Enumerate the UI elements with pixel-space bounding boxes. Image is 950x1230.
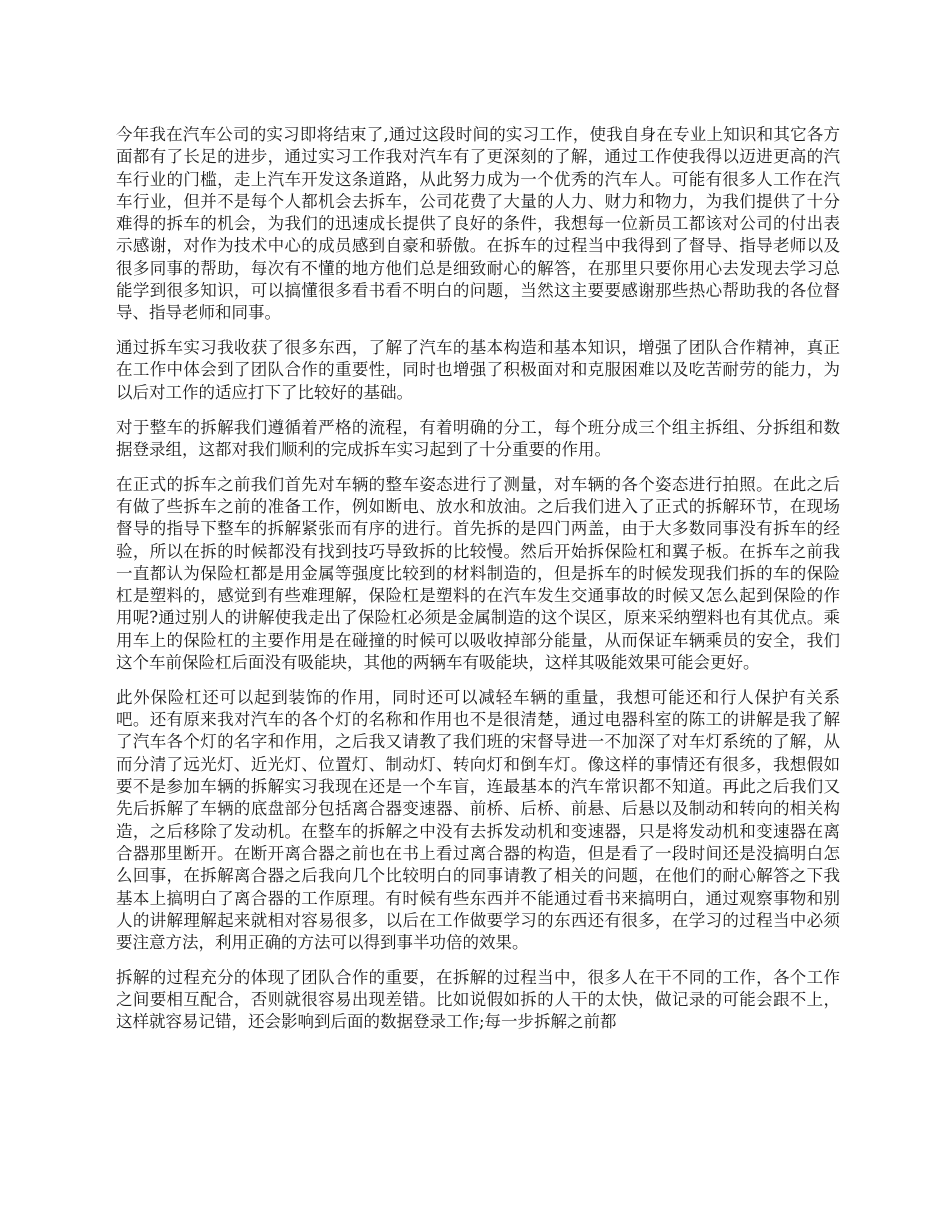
paragraph: 今年我在汽车公司的实习即将结束了,通过这段时间的实习工作，使我自身在专业上知识和其它各方面都有了长足的进步，通过实习工作我对汽车有了更深刻的了解，通过工作使我得以迈进更高的汽车行业的门槛，走上汽车开发这条道路，从此努力成为一个优秀的汽车人。可能有很多人工作在汽车行业，但并不是每个人都机会去拆车，公司花费了大量的人力、财力和物力，为我们提供了十分难得的拆车的机会，为我们的迅速成长提供了良好的条件，我想每一位新员工都该对公司的付出表示感谢，对作为技术中心的成员感到自豪和骄傲。在拆车的过程当中我得到了督导、指导老师以及很多同事的帮助，每次有不懂的地方他们总是细致耐心的解答，在那里只要你用心去发现去学习总能学到很多知识，可以搞懂很多看书看不明白的问题，当然这主要要感谢那些热心帮助我的各位督导、指导老师和同事。 xyxy=(116,125,840,323)
paragraph: 拆解的过程充分的体现了团队合作的重要，在拆解的过程当中，很多人在干不同的工作，各个工作之间要相互配合，否则就很容易出现差错。比如说假如拆的人干的太快，做记录的可能会跟不上，这样就容易记错，还会影响到后面的数据登录工作;每一步拆解之前都 xyxy=(116,967,840,1032)
paragraph: 通过拆车实习我收获了很多东西，了解了汽车的基本构造和基本知识，增强了团队合作精神，真正在工作中体会到了团队合作的重要性，同时也增强了积极面对和克服困难以及吃苦耐劳的能力，为以后对工作的适应打下了比较好的基础。 xyxy=(116,338,840,402)
paragraph: 此外保险杠还可以起到装饰的作用，同时还可以减轻车辆的重量，我想可能还和行人保护有关系吧。还有原来我对汽车的各个灯的名称和作用也不是很清楚，通过电器科室的陈工的讲解是我了解了汽车各个灯的名字和作用，之后我又请教了我们班的宋督导进一不加深了对车灯系统的了解，从而分清了远光灯、近光灯、位置灯、制动灯、转向灯和倒车灯。像这样的事情还有很多，我想假如要不是参加车辆的拆解实习我现在还是一个车盲，连最基本的汽车常识都不知道。再此之后我们又先后拆解了车辆的底盘部分包括离合器变速器、前桥、后桥、前悬、后悬以及制动和转向的相关构造，之后移除了发动机。在整车的拆解之中没有去拆发动机和变速器，只是将发动机和变速器在离合器那里断开。在断开离合器之前也在书上看过离合器的构造，但是看了一段时间还是没搞明白怎么回事，在拆解离合器之后我向几个比较明白的同事请教了相关的问题，在他们的耐心解答之下我基本上搞明白了离合器的工作原理。有时候有些东西并不能通过看书来搞明白，通过观察事物和别人的讲解理解起来就相对容易很多，以后在工作做要学习的东西还有很多，在学习的过程当中必须要注意方法，利用正确的方法可以得到事半功倍的效果。 xyxy=(116,687,840,953)
paragraph: 在正式的拆车之前我们首先对车辆的整车姿态进行了测量，对车辆的各个姿态进行拍照。在此之后有做了些拆车之前的准备工作，例如断电、放水和放油。之后我们进入了正式的拆解环节，在现场督导的指导下整车的拆解紧张而有序的进行。首先拆的是四门两盖，由于大多数同事没有拆车的经验，所以在拆的时候都没有找到技巧导致拆的比较慢。然后开始拆保险杠和翼子板。在拆车之前我一直都认为保险杠都是用金属等强度比较到的材料制造的，但是拆车的时候发现我们拆的车的保险杠是塑料的，感觉到有些难理解，保险杠是塑料的在汽车发生交通事故的时候又怎么起到保险的作用呢?通过别人的讲解使我走出了保险杠必须是金属制造的这个误区，原来采纳塑料也有其优点。乘用车上的保险杠的主要作用是在碰撞的时候可以吸收掉部分能量，从而保证车辆乘员的安全，我们这个车前保险杠后面没有吸能块，其他的两辆车有吸能块，这样其吸能效果可能会更好。 xyxy=(116,474,840,673)
document-body xyxy=(116,124,840,1046)
paragraph: 对于整车的拆解我们遵循着严格的流程，有着明确的分工，每个班分成三个组主拆组、分拆组和数据登录组，这都对我们顺利的完成拆车实习起到了十分重要的作用。 xyxy=(116,417,840,459)
